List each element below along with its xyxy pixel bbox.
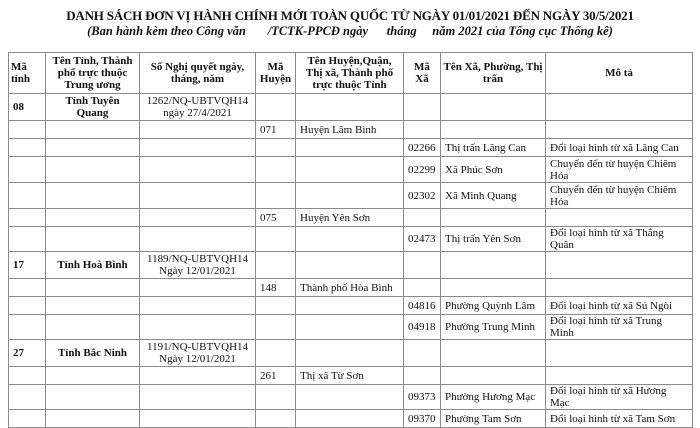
- table-row: [9, 157, 693, 183]
- ma-xa-cell: [404, 315, 441, 340]
- nghi-quyet-cell: [140, 94, 256, 121]
- ma-tinh-cell: [9, 121, 46, 139]
- ten-huyen-cell: [296, 121, 404, 139]
- ten-huyen-cell: [296, 94, 404, 121]
- ten-huyen-cell: [296, 367, 404, 385]
- ten-xa-cell: [441, 252, 546, 279]
- mo-ta-text: Chuyển đến từ huyện Chiêm Hóa: [550, 183, 677, 208]
- ten-huyen-text: Thị xã Từ Sơn: [300, 369, 364, 382]
- nghi-quyet-cell: [140, 367, 256, 385]
- table-row: [9, 227, 693, 252]
- ma-tinh-cell: [9, 385, 46, 410]
- mo-ta-text: Đổi loại hình từ xã Thắng Quân: [550, 227, 664, 251]
- ten-xa-cell: [441, 139, 546, 157]
- ten-huyen-cell: [296, 340, 404, 367]
- ten-xa-cell: [441, 209, 546, 227]
- table-row: [9, 183, 693, 209]
- ten-huyen-cell: [296, 252, 404, 279]
- ten-huyen-text: Huyện Yên Sơn: [300, 211, 371, 224]
- ten-xa-text: Thị trấn Yên Sơn: [445, 233, 521, 245]
- ten-tinh-cell: [46, 385, 140, 410]
- ma-tinh-cell: [9, 209, 46, 227]
- ma-xa-cell: [404, 139, 441, 157]
- ten-xa-cell: [441, 227, 546, 252]
- header-ten-xa: Tên Xã, Phường, Thị trấn: [441, 53, 546, 94]
- header-ten-tinh: Tên Tỉnh, Thành phố trực thuộc Trung ương: [46, 53, 140, 94]
- nghi-quyet-cell: [140, 227, 256, 252]
- nghi-quyet-cell: [140, 252, 256, 279]
- mo-ta-cell: [546, 385, 693, 410]
- table-row: [9, 315, 693, 340]
- header-ten-huyen: Tên Huyện,Quận, Thị xã, Thành phố trực thuộc Tỉnh: [296, 53, 404, 94]
- ten-huyen-cell: [296, 209, 404, 227]
- mo-ta-cell: [546, 279, 693, 297]
- ma-tinh-cell: [9, 315, 46, 340]
- ten-tinh-cell: [46, 410, 140, 428]
- ma-xa-cell: [404, 340, 441, 367]
- ma-xa-text: 02302: [408, 189, 436, 202]
- ma-xa-cell: [404, 227, 441, 252]
- ten-tinh-cell: [46, 183, 140, 209]
- nghi-quyet-text: 1191/NQ-UBTVQH14: [146, 341, 249, 353]
- nghi-quyet-cell: [140, 385, 256, 410]
- nghi-quyet-cell: [140, 121, 256, 139]
- nghi-quyet-cell: [140, 410, 256, 428]
- ma-tinh-cell: [9, 297, 46, 315]
- ma-huyen-text: 148: [260, 281, 277, 294]
- ten-xa-cell: [441, 121, 546, 139]
- ten-tinh-cell: [46, 94, 140, 121]
- ten-tinh-cell: [46, 297, 140, 315]
- ma-huyen-cell: [256, 279, 296, 297]
- nghi-quyet-cell: [140, 340, 256, 367]
- ma-huyen-cell: [256, 297, 296, 315]
- nghi-quyet-cell: [140, 157, 256, 183]
- mo-ta-text: Đổi loại hình từ xã Trung Minh: [550, 315, 662, 339]
- ma-xa-text: 02473: [408, 233, 436, 245]
- ten-tinh-cell: [46, 157, 140, 183]
- ma-huyen-text: 071: [260, 123, 277, 136]
- ten-xa-cell: [441, 279, 546, 297]
- ma-xa-cell: [404, 279, 441, 297]
- ten-xa-cell: [441, 367, 546, 385]
- document-subtitle: (Ban hành kèm theo Công văn /TCTK-PPCĐ ngày tháng năm 2021 của Tổng cục Thống kê): [87, 24, 613, 38]
- ten-tinh-cell: [46, 209, 140, 227]
- ma-huyen-cell: [256, 367, 296, 385]
- ma-xa-cell: [404, 410, 441, 428]
- ten-huyen-cell: [296, 157, 404, 183]
- ten-huyen-text: Huyện Lâm Bình: [300, 123, 377, 136]
- ma-huyen-cell: [256, 157, 296, 183]
- ten-xa-cell: [441, 157, 546, 183]
- ten-xa-text: Xã Minh Quang: [445, 189, 517, 202]
- ten-tinh-cell: [46, 340, 140, 367]
- ma-huyen-text: 075: [260, 211, 277, 224]
- ten-tinh-text: Tỉnh Bắc Ninh: [57, 347, 128, 359]
- table-row: [9, 367, 693, 385]
- nghi-quyet-cell: [140, 315, 256, 340]
- nghi-quyet-cell: [140, 209, 256, 227]
- header-ma-xa: Mã Xã: [404, 53, 441, 94]
- nghi-quyet-date: Ngày 12/01/2021: [159, 353, 236, 365]
- ten-xa-cell: [441, 297, 546, 315]
- ma-tinh-text: 17: [13, 259, 24, 271]
- ma-xa-cell: [404, 94, 441, 121]
- table-row: [9, 410, 693, 428]
- table-row: [9, 121, 693, 139]
- ma-tinh-text: 08: [13, 101, 24, 113]
- ten-huyen-cell: [296, 385, 404, 410]
- mo-ta-cell: [546, 209, 693, 227]
- nghi-quyet-cell: [140, 279, 256, 297]
- nghi-quyet-cell: [140, 139, 256, 157]
- ma-tinh-cell: [9, 340, 46, 367]
- mo-ta-cell: [546, 297, 693, 315]
- mo-ta-text: Đổi loại hình từ xã Lăng Can: [550, 141, 679, 154]
- ten-tinh-cell: [46, 227, 140, 252]
- mo-ta-cell: [546, 139, 693, 157]
- mo-ta-text: Đổi loại hình từ xã Sủ Ngòi: [550, 299, 673, 312]
- mo-ta-cell: [546, 121, 693, 139]
- ten-huyen-cell: [296, 315, 404, 340]
- header-nghi-quyet: Số Nghị quyết ngày, tháng, năm: [140, 53, 256, 94]
- table-header-row: [9, 53, 693, 94]
- table-row: [9, 385, 693, 410]
- ma-huyen-cell: [256, 121, 296, 139]
- ten-xa-text: Phường Trung Minh: [445, 321, 536, 333]
- ma-xa-text: 02266: [408, 141, 436, 154]
- ten-xa-text: Xã Phúc Sơn: [445, 163, 503, 176]
- ma-huyen-cell: [256, 252, 296, 279]
- ma-tinh-cell: [9, 410, 46, 428]
- ma-huyen-cell: [256, 315, 296, 340]
- ten-xa-cell: [441, 340, 546, 367]
- ten-xa-text: Phường Tam Sơn: [445, 412, 522, 425]
- ma-xa-cell: [404, 385, 441, 410]
- nghi-quyet-text: 1189/NQ-UBTVQH14: [146, 253, 249, 265]
- ten-tinh-cell: [46, 252, 140, 279]
- ma-xa-text: 09370: [408, 412, 436, 425]
- mo-ta-cell: [546, 227, 693, 252]
- ten-xa-cell: [441, 94, 546, 121]
- ma-xa-text: 04918: [408, 321, 436, 333]
- ten-xa-cell: [441, 410, 546, 428]
- ma-xa-text: 02299: [408, 163, 436, 176]
- ma-tinh-cell: [9, 367, 46, 385]
- mo-ta-cell: [546, 252, 693, 279]
- nghi-quyet-date: ngày 27/4/2021: [163, 107, 232, 119]
- ten-huyen-text: Thành phố Hòa Bình: [300, 281, 393, 294]
- mo-ta-text: Đổi loại hình từ xã Tam Sơn: [550, 412, 676, 425]
- ma-xa-cell: [404, 252, 441, 279]
- header-mo-ta: Mô tả: [546, 53, 693, 94]
- province-row: [9, 340, 693, 367]
- ma-huyen-cell: [256, 94, 296, 121]
- ma-tinh-cell: [9, 139, 46, 157]
- ma-tinh-text: 27: [13, 347, 24, 359]
- ma-huyen-cell: [256, 227, 296, 252]
- ma-xa-text: 04816: [408, 299, 436, 312]
- ma-xa-cell: [404, 121, 441, 139]
- ma-xa-cell: [404, 183, 441, 209]
- ten-xa-text: Phường Quỳnh Lâm: [445, 299, 535, 312]
- nghi-quyet-cell: [140, 297, 256, 315]
- document-title: DANH SÁCH ĐƠN VỊ HÀNH CHÍNH MỚI TOÀN QUỐC TỪ NGÀY 01/01/2021 ĐẾN NGÀY 30/5/2021: [66, 8, 634, 23]
- ma-huyen-cell: [256, 139, 296, 157]
- mo-ta-cell: [546, 340, 693, 367]
- ma-xa-cell: [404, 367, 441, 385]
- ten-xa-text: Phường Hương Mạc: [445, 391, 536, 403]
- mo-ta-cell: [546, 94, 693, 121]
- ma-tinh-cell: [9, 252, 46, 279]
- ma-huyen-cell: [256, 209, 296, 227]
- ma-xa-cell: [404, 157, 441, 183]
- ten-huyen-cell: [296, 227, 404, 252]
- ten-xa-text: Thị trấn Lăng Can: [445, 141, 526, 154]
- ten-tinh-text: Tỉnh Tuyên Quang: [65, 95, 120, 119]
- mo-ta-text: Đổi loại hình từ xã Hương Mạc: [550, 385, 667, 409]
- ten-xa-cell: [441, 385, 546, 410]
- nghi-quyet-cell: [140, 183, 256, 209]
- nghi-quyet-text: 1262/NQ-UBTVQH14: [146, 95, 249, 107]
- table-row: [9, 297, 693, 315]
- ten-huyen-cell: [296, 139, 404, 157]
- ma-tinh-cell: [9, 94, 46, 121]
- ma-huyen-cell: [256, 183, 296, 209]
- ma-tinh-cell: [9, 183, 46, 209]
- nghi-quyet-date: Ngày 12/01/2021: [159, 265, 236, 277]
- ten-tinh-cell: [46, 139, 140, 157]
- ma-xa-text: 09373: [408, 391, 436, 403]
- mo-ta-text: Chuyển đến từ huyện Chiêm Hóa: [550, 157, 677, 182]
- ten-huyen-cell: [296, 297, 404, 315]
- mo-ta-cell: [546, 157, 693, 183]
- header-ma-tinh: Mã tỉnh: [9, 53, 46, 94]
- ma-huyen-text: 261: [260, 369, 277, 382]
- header-ma-huyen: Mã Huyện: [256, 53, 296, 94]
- admin-units-table: [8, 52, 693, 428]
- ten-tinh-cell: [46, 367, 140, 385]
- ten-tinh-text: Tỉnh Hoà Bình: [57, 259, 128, 271]
- ma-tinh-cell: [9, 157, 46, 183]
- ten-huyen-cell: [296, 410, 404, 428]
- ma-xa-cell: [404, 209, 441, 227]
- ten-tinh-cell: [46, 279, 140, 297]
- ten-huyen-cell: [296, 183, 404, 209]
- ma-tinh-cell: [9, 227, 46, 252]
- ten-tinh-cell: [46, 315, 140, 340]
- mo-ta-cell: [546, 367, 693, 385]
- ma-tinh-cell: [9, 279, 46, 297]
- table-row: [9, 279, 693, 297]
- ten-xa-cell: [441, 183, 546, 209]
- ten-huyen-cell: [296, 279, 404, 297]
- mo-ta-cell: [546, 410, 693, 428]
- table-row: [9, 139, 693, 157]
- ma-xa-cell: [404, 297, 441, 315]
- province-row: [9, 252, 693, 279]
- ma-huyen-cell: [256, 410, 296, 428]
- ma-huyen-cell: [256, 385, 296, 410]
- province-row: [9, 94, 693, 121]
- table-row: [9, 209, 693, 227]
- mo-ta-cell: [546, 315, 693, 340]
- ten-tinh-cell: [46, 121, 140, 139]
- ma-huyen-cell: [256, 340, 296, 367]
- mo-ta-cell: [546, 183, 693, 209]
- ten-xa-cell: [441, 315, 546, 340]
